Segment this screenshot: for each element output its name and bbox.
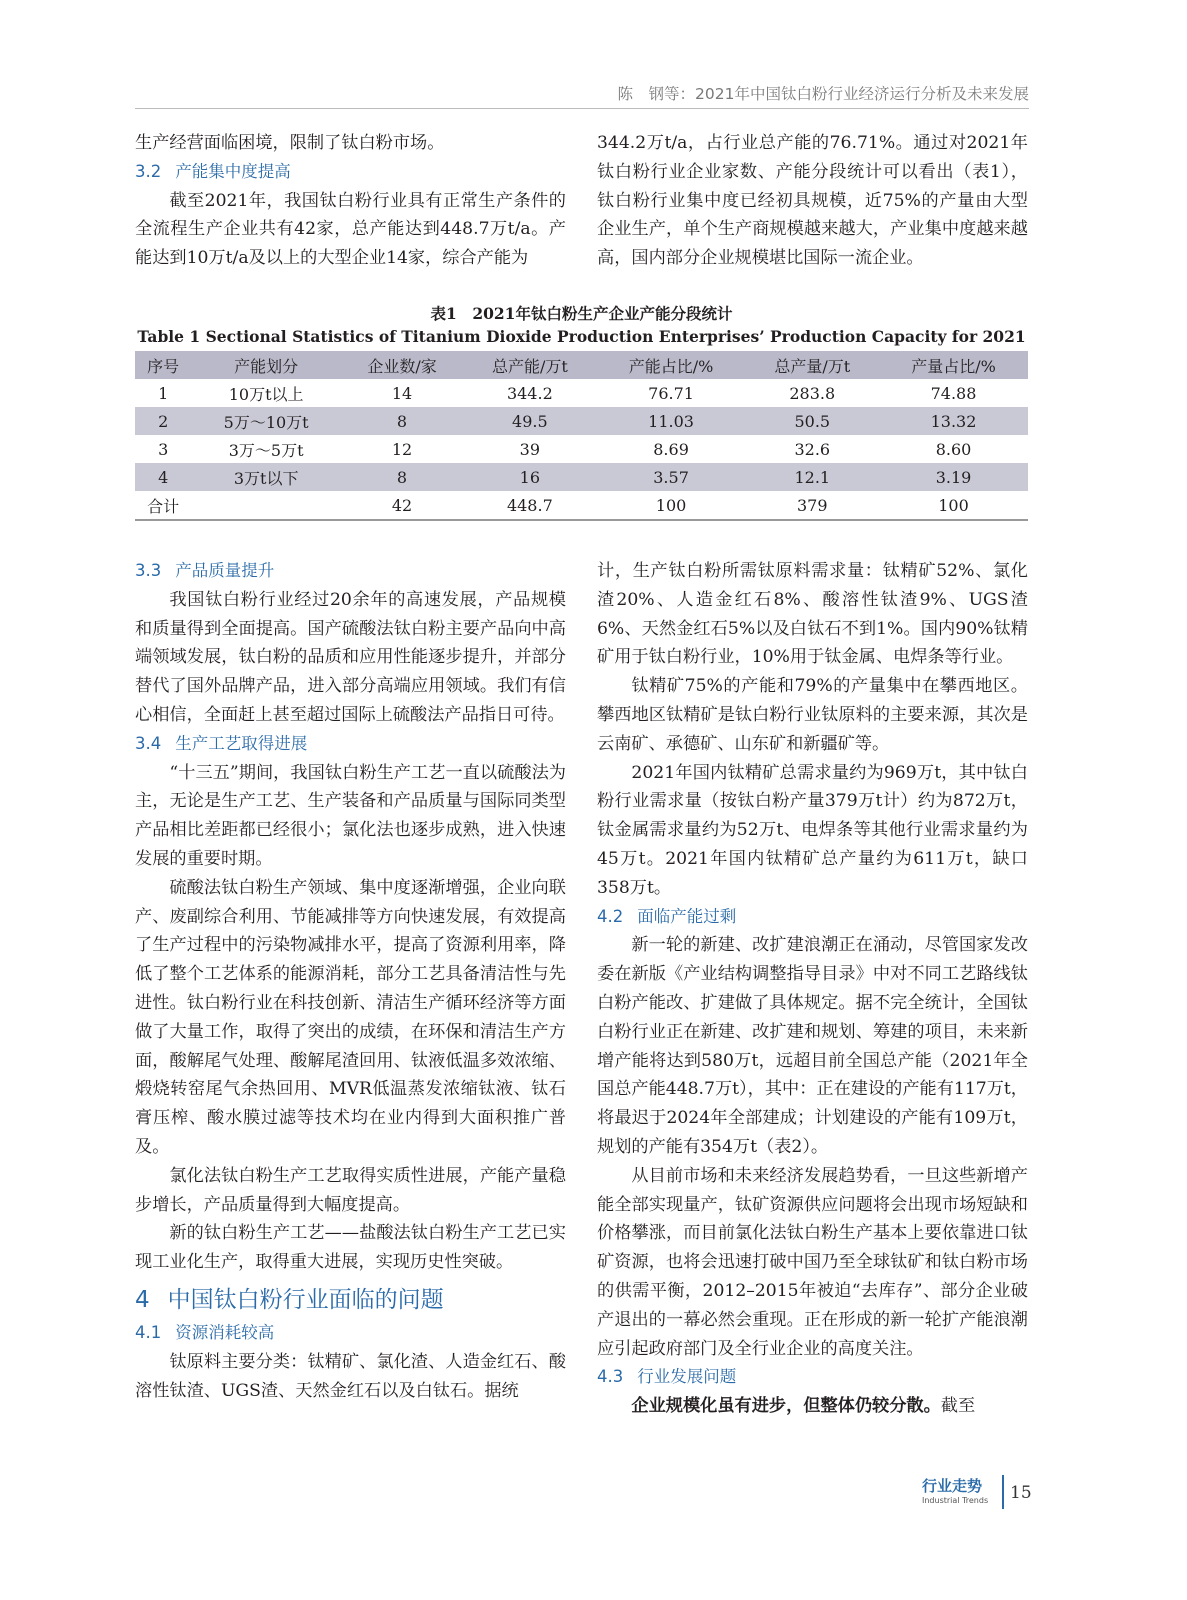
table-cell: 3 [158, 439, 169, 459]
table-cell: 39 [519, 439, 541, 459]
section-number: 4.2 [597, 906, 624, 926]
table-title-cn: 表1 2021年钛白粉生产企业产能分段统计 [430, 304, 733, 323]
column-header: 总产量/万t [774, 356, 851, 376]
column-header: 产能划分 [234, 356, 299, 376]
paragraph-text: 截至 [940, 1396, 976, 1417]
section-heading-3-2 [135, 158, 566, 187]
table-cell: 42 [391, 495, 413, 515]
table-cell: 1 [158, 383, 169, 403]
paragraph: 计，生产钛白粉所需钛原料需求量：钛精矿52%、氯化渣20%、人造金红石8%、酸溶性钛渣9%、UGS渣6%、天然金红石5%以及白钛石不到1%。国内90%钛精矿用于钛白粉行业，10%用于钛金属、电焊条等行业。 [597, 561, 1028, 668]
table-cell: 14 [391, 383, 413, 403]
table-cell: 12.1 [794, 467, 831, 487]
section-heading-4-1 [135, 1319, 566, 1348]
section-heading-4-2 [597, 903, 1028, 932]
table-cell: 8 [396, 411, 408, 431]
table-cell: 283.8 [789, 383, 836, 403]
table-row [135, 435, 1028, 463]
page-number: 15 [1010, 1483, 1032, 1503]
paragraph: 钛原料主要分类：钛精矿、氯化渣、人造金红石、酸溶性钛渣、UGS渣、天然金红石以及白钛石。据统 [135, 1351, 566, 1401]
paragraph: 生产经营面临困境，限制了钛白粉市场。 [135, 133, 445, 153]
section-heading-3-3 [135, 557, 566, 586]
table-cell: 76.71 [648, 383, 694, 403]
table-cell: 49.5 [512, 411, 548, 431]
section-title: 资源消耗较高 [175, 1322, 275, 1342]
table-cell: 8.69 [653, 439, 689, 459]
section-title: 产品质量提升 [175, 561, 275, 580]
table-row [135, 407, 1028, 435]
section-heading-4-3 [597, 1363, 1028, 1392]
table-cell: 12 [391, 439, 413, 459]
table-cell: 11.03 [648, 411, 694, 431]
column-header: 产量占比/% [911, 356, 996, 376]
section-heading-3-4 [135, 730, 566, 759]
section-title: 面临产能过剩 [637, 906, 737, 926]
top-left-column [135, 129, 566, 273]
right-column [597, 557, 1028, 1421]
section-title: 行业发展问题 [637, 1367, 737, 1387]
header-rule [135, 108, 1029, 109]
footer-section-en: Industrial Trends [922, 1496, 989, 1505]
table-cell: 16 [519, 467, 541, 487]
table-cell: 2 [158, 411, 169, 431]
paragraph: 从目前市场和未来经济发展趋势看，一旦这些新增产能全部实现量产，钛矿资源供应问题将会出现市场短缺和价格攀涨，而目前氯化法钛白粉生产基本上要依靠进口钛矿资源，也将会迅速打破中国乃至全球钛矿和钛白粉市场的供需平衡，2012–2015年被迫“去库存”、部分企业破产退出的一幕必然会重现。正在形成的新一轮扩产能浪潮应引起政府部门及全行业企业的高度关注。 [597, 1165, 1028, 1359]
section-number: 4 [135, 1286, 150, 1313]
table-cell: 74.88 [930, 383, 977, 403]
table-cell: 5万～10万t [223, 412, 309, 432]
table-cell: 379 [797, 495, 828, 515]
table-cell: 4 [158, 467, 169, 487]
column-header: 企业数/家 [367, 356, 437, 376]
paragraph: 2021年国内钛精矿总需求量约为969万t，其中钛白粉行业需求量（按钛白粉产量379万t计）约为872万t，钛金属需求量约为52万t、电焊条等其他行业需求量约为45万t。2021年国内钛精矿总产量约为611万t，缺口358万t。 [597, 762, 1028, 898]
table-title-en: Table 1 Sectional Statistics of Titanium Dioxide Production Enterprises’ Production Capacity for 2021 [137, 327, 1026, 346]
table-cell: 8 [396, 467, 408, 487]
paragraph: 氯化法钛白粉生产工艺取得实质性进展，产能产量稳步增长，产品质量得到大幅度提高。 [135, 1165, 566, 1215]
table-row [135, 463, 1028, 491]
section-number: 3.4 [135, 733, 162, 753]
table-cell: 3.57 [653, 467, 689, 487]
section-title: 产能集中度提高 [175, 161, 291, 181]
paragraph: 新一轮的新建、改扩建浪潮正在涌动，尽管国家发改委在新版《产业结构调整指导目录》中对不同工艺路线钛白粉产能改、扩建做了具体规定。据不完全统计，全国钛白粉行业正在新建、改扩建和规划、筹建的项目，未来新增产能将达到580万t，远超目前全国总产能（2021年全国总产能448.7万t），其中：正在建设的产能有117万t，将最迟于2024年全部建成；计划建设的产能有109万t，规划的产能有354万t（表2）。 [597, 935, 1028, 1157]
paragraph [597, 1392, 1028, 1421]
paragraph: 钛精矿75%的产能和79%的产量集中在攀西地区。攀西地区钛精矿是钛白粉行业钛原料的主要来源，其次是云南矿、承德矿、山东矿和新疆矿等。 [597, 676, 1028, 754]
table-cell: 8.60 [935, 439, 972, 459]
section-title: 生产工艺取得进展 [175, 733, 308, 753]
footer [922, 1475, 1032, 1505]
table-cell: 448.7 [506, 495, 553, 515]
paragraph: 344.2万t/a，占行业总产能的76.71%。通过对2021年钛白粉行业企业家数、产能分段统计可以看出（表1），钛白粉行业集中度已经初具规模，近75%的产量由大型企业生产，单个生产商规模越来越大，产业集中度越来越高，国内部分企业规模堪比国际一流企业。 [597, 133, 1028, 269]
table-row [135, 379, 1028, 407]
table-cell: 合计 [147, 496, 180, 516]
paragraph: 新的钛白粉生产工艺——盐酸法钛白粉生产工艺已实现工业化生产，取得重大进展，实现历史性突破。 [135, 1223, 566, 1273]
paragraph: 我国钛白粉行业经过20余年的高速发展，产品规模和质量得到全面提高。国产硫酸法钛白粉主要产品向中高端领域发展，钛白粉的品质和应用性能逐步提升，并部分替代了国外品牌产品，进入部分高端应用领域。我们有信心相信，全面赶上甚至超过国际上硫酸法产品指日可待。 [135, 589, 566, 725]
top-right-column [597, 129, 1028, 273]
bold-lead: 企业规模化虽有进步，但整体仍较分散。 [631, 1396, 941, 1417]
column-header: 产能占比/% [628, 356, 714, 376]
table-header-row [135, 351, 1028, 379]
paragraph: 硫酸法钛白粉生产领域、集中度逐渐增强，企业向联产、废副综合利用、节能减排等方向快速发展，有效提高了生产过程中的污染物减排水平，提高了资源利用率，降低了整个工艺体系的能源消耗，部分工艺具备清洁性与先进性。钛白粉行业在科技创新、清洁生产循环经济等方面做了大量工作，取得了突出的成绩，在环保和清洁生产方面，酸解尾气处理、酸解尾渣回用、钛液低温多效浓缩、煅烧转窑尾气余热回用、MVR低温蒸发浓缩钛液、钛石膏压榨、酸水膜过滤等技术均在业内得到大面积推广普及。 [135, 877, 566, 1157]
table-cell: 32.6 [794, 439, 831, 459]
table-cell: 100 [938, 495, 969, 515]
table-cell: 13.32 [930, 411, 977, 431]
column-header: 序号 [147, 356, 180, 376]
paragraph: “十三五”期间，我国钛白粉生产工艺一直以硫酸法为主，无论是生产工艺、生产装备和产品质量与国际同类型产品相比差距都已经很小；氯化法也逐步成熟，进入快速发展的重要时期。 [135, 762, 566, 869]
section-number: 4.1 [135, 1322, 162, 1342]
running-head: 陈 钢等：2021年中国钛白粉行业经济运行分析及未来发展 [617, 85, 1029, 103]
capacity-table [135, 351, 1028, 521]
footer-section-cn: 行业走势 [922, 1477, 983, 1495]
section-number: 3.3 [135, 561, 162, 580]
section-heading-4 [135, 1281, 566, 1319]
section-title: 中国钛白粉行业面临的问题 [167, 1286, 444, 1313]
table-cell: 100 [655, 495, 687, 515]
section-number: 4.3 [597, 1367, 624, 1387]
table-cell: 3.19 [935, 467, 972, 487]
table-cell: 50.5 [794, 411, 831, 431]
column-header: 总产能/万t [491, 356, 568, 376]
footer-divider [1002, 1475, 1004, 1509]
paragraph: 截至2021年，我国钛白粉行业具有正常生产条件的全流程生产企业共有42家，总产能达到448.7万t/a。产能达到10万t/a及以上的大型企业14家，综合产能为 [135, 190, 566, 269]
table-row [135, 491, 1028, 520]
table-cell: 3万t以下 [233, 468, 299, 488]
table-cell: 10万t以上 [228, 384, 304, 404]
section-number: 3.2 [135, 161, 162, 181]
left-column [135, 557, 566, 1405]
table-cell: 344.2 [506, 383, 553, 403]
table-cell [191, 491, 341, 520]
table-cell: 3万～5万t [228, 440, 304, 460]
